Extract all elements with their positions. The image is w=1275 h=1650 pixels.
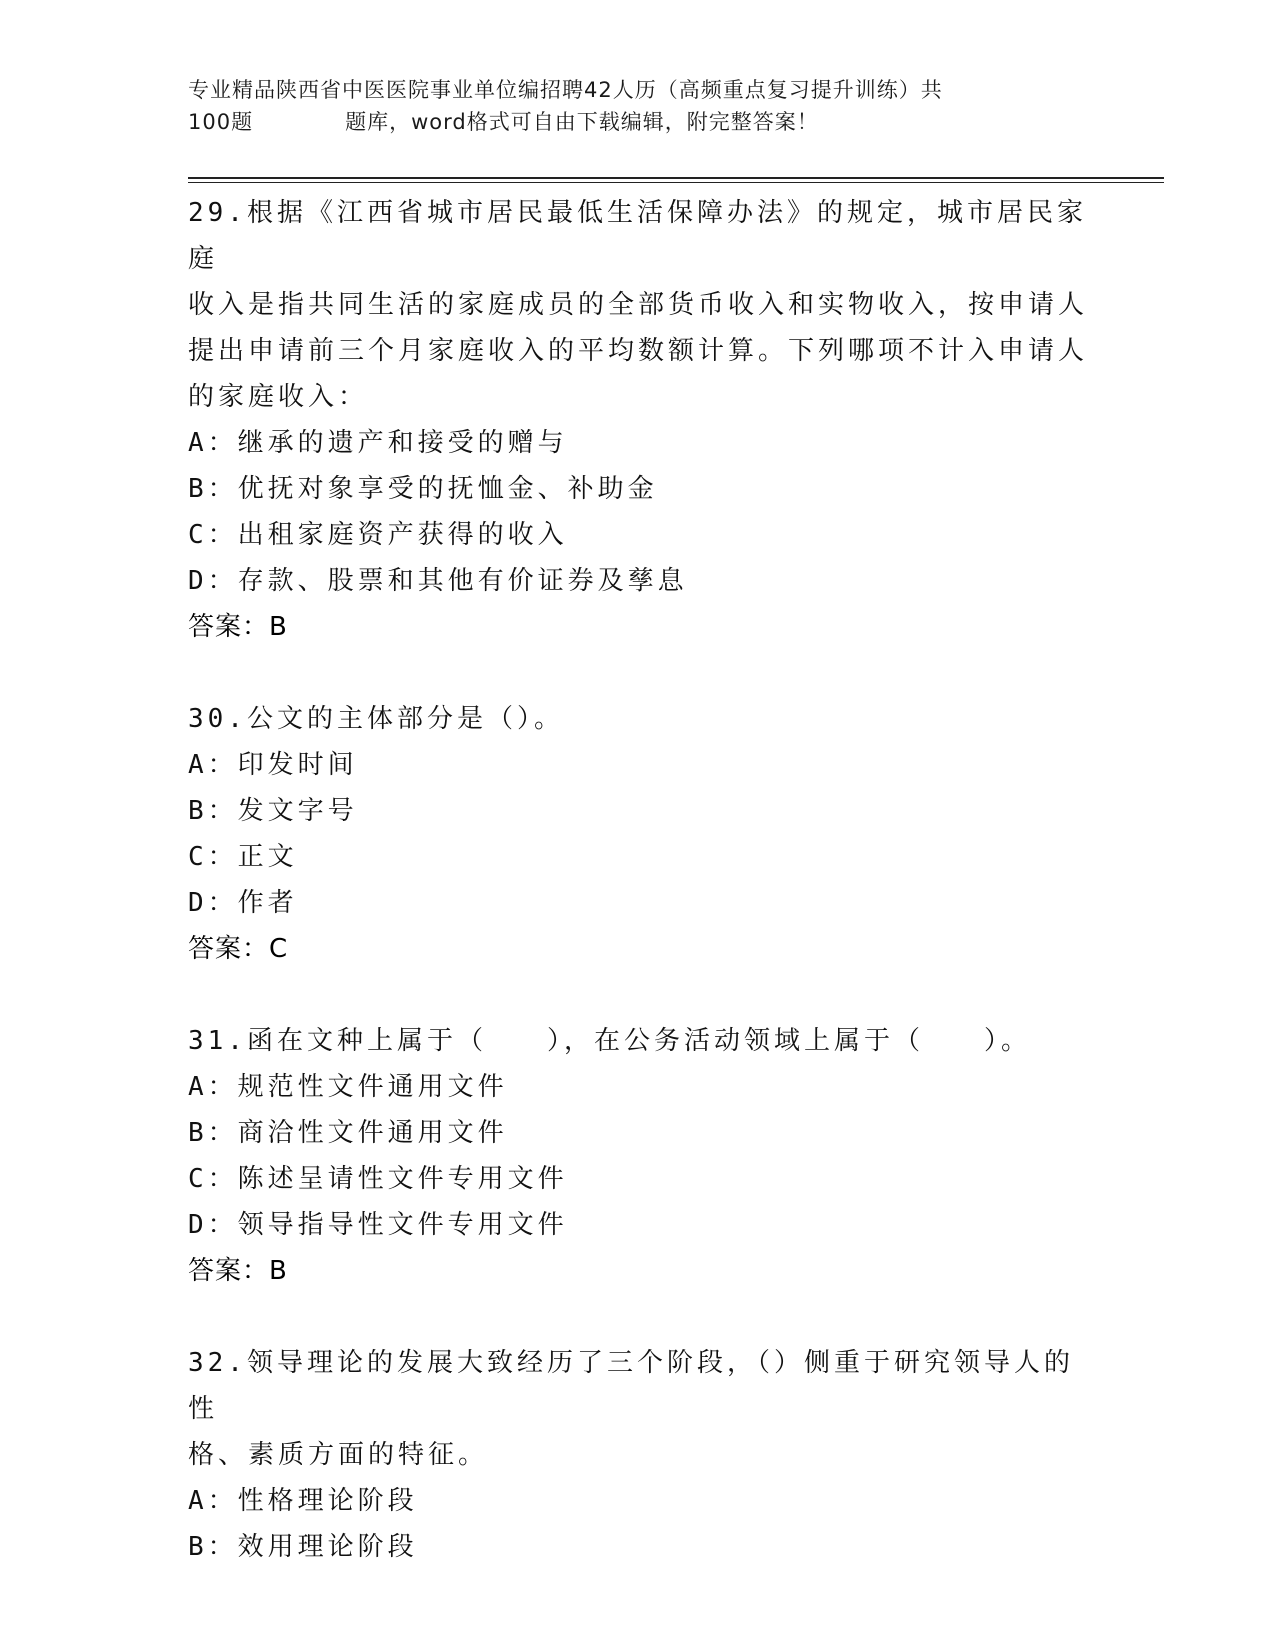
option-b: B：优抚对象享受的抚恤金、补助金 [188, 474, 658, 504]
answer-line: 答案：C [188, 934, 289, 964]
question-list [188, 190, 1088, 1570]
question-stem-line: 收入是指共同生活的家庭成员的全部货币收入和实物收入，按申请人 [188, 290, 1089, 320]
question-stem-line: 30.公文的主体部分是（）。 [188, 704, 564, 734]
question-32 [188, 1340, 1088, 1570]
question-29 [188, 190, 1088, 650]
question-stem-line: 的家庭收入： [188, 382, 369, 412]
question-spacer [188, 972, 1088, 1018]
option-b: B：商洽性文件通用文件 [188, 1118, 508, 1148]
option-d: D：领导指导性文件专用文件 [188, 1210, 568, 1240]
question-stem-line: 格、素质方面的特征。 [188, 1440, 489, 1470]
option-c: C：出租家庭资产获得的收入 [188, 520, 568, 550]
question-spacer [188, 1294, 1088, 1340]
question-stem-line: 31.函在文种上属于（ ），在公务活动领域上属于（ ）。 [188, 1026, 1031, 1056]
header-question-count: 100题 [188, 110, 254, 134]
document-header [188, 74, 1068, 138]
option-b: B：发文字号 [188, 796, 358, 826]
question-stem-line: 提出申请前三个月家庭收入的平均数额计算。下列哪项不计入申请人 [188, 336, 1089, 366]
header-title-line-2 [188, 106, 1068, 138]
answer-line: 答案：B [188, 1256, 288, 1286]
header-divider-thin [188, 182, 1164, 183]
option-a: A：印发时间 [188, 750, 358, 780]
question-stem-line: 29.根据《江西省城市居民最低生活保障办法》的规定，城市居民家庭 [188, 198, 1087, 274]
header-divider-thick [188, 177, 1164, 179]
question-31 [188, 1018, 1088, 1294]
option-a: A：性格理论阶段 [188, 1486, 418, 1516]
header-description: 题库，word格式可自由下载编辑，附完整答案！ [345, 110, 819, 134]
option-a: A：继承的遗产和接受的赠与 [188, 428, 568, 458]
option-d: D：作者 [188, 888, 298, 918]
question-stem-line: 32.领导理论的发展大致经历了三个阶段，（）侧重于研究领导人的性 [188, 1348, 1074, 1424]
option-c: C：陈述呈请性文件专用文件 [188, 1164, 568, 1194]
option-b: B：效用理论阶段 [188, 1532, 418, 1562]
option-a: A：规范性文件通用文件 [188, 1072, 508, 1102]
header-title-line-1: 专业精品陕西省中医医院事业单位编招聘42人历（高频重点复习提升训练）共 [188, 78, 943, 102]
answer-line: 答案：B [188, 612, 288, 642]
option-d: D：存款、股票和其他有价证券及孳息 [188, 566, 688, 596]
option-c: C：正文 [188, 842, 298, 872]
question-30 [188, 696, 1088, 972]
question-spacer [188, 650, 1088, 696]
